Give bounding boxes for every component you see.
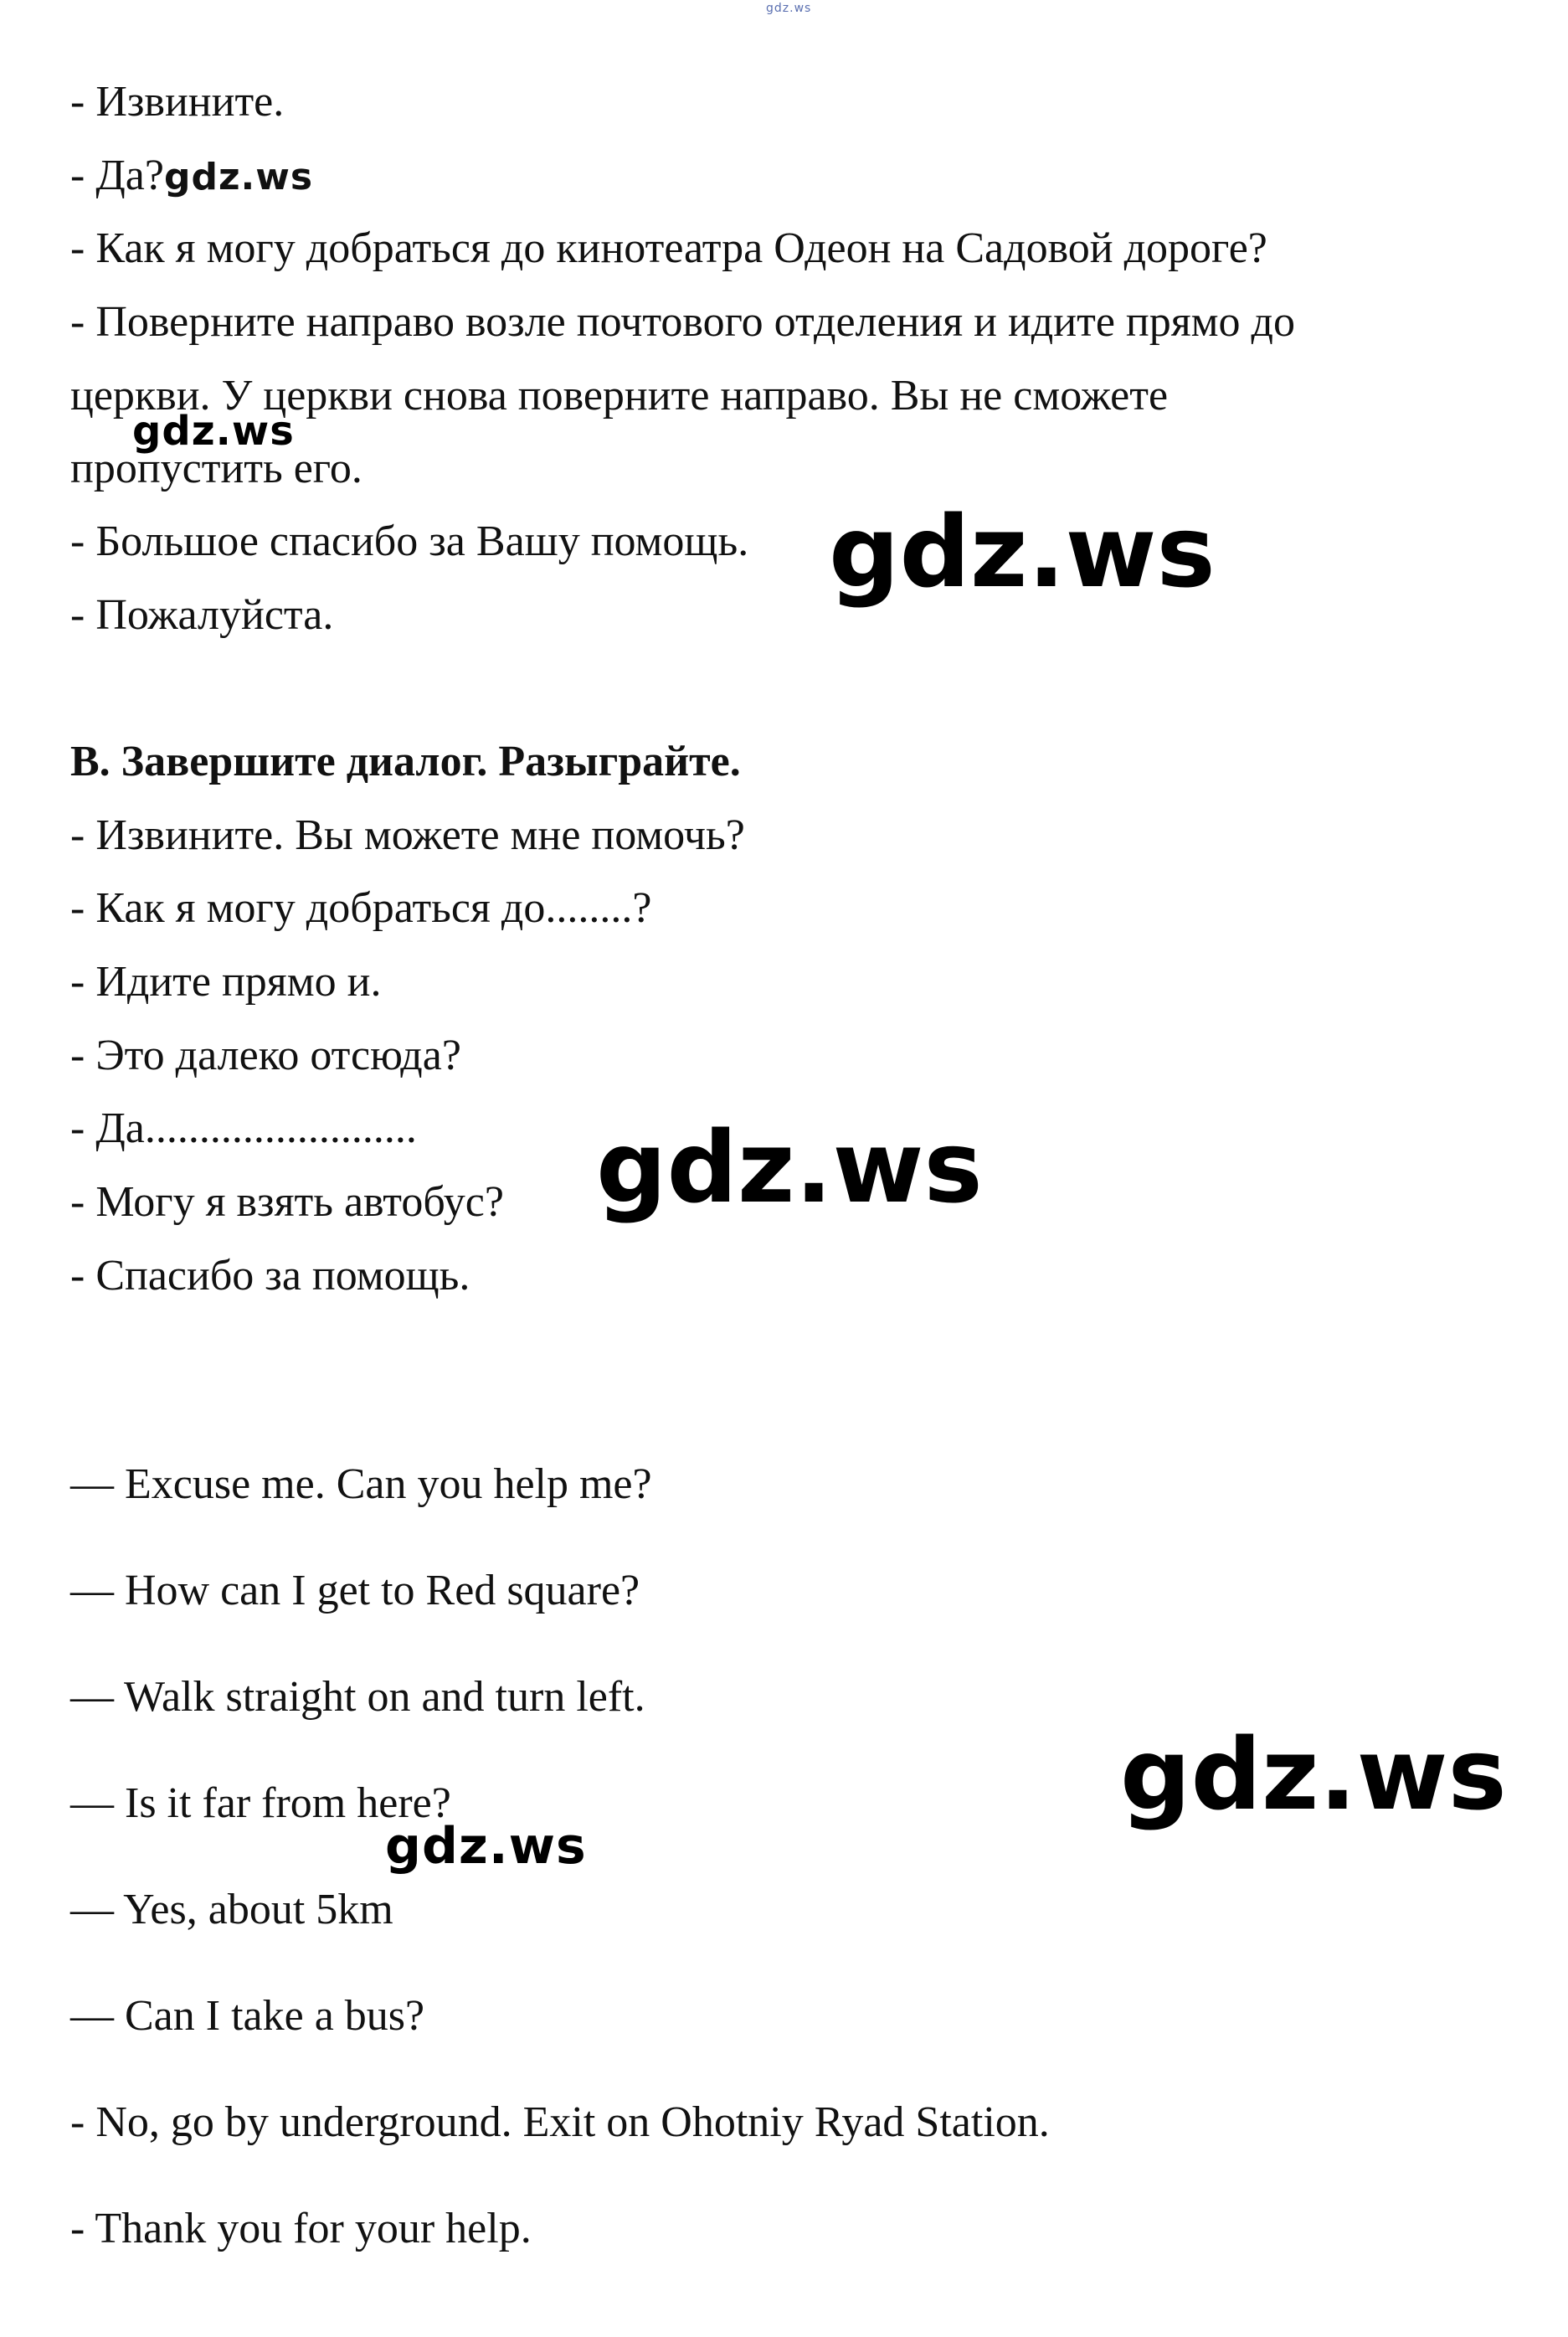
dialogue-line: - Спасибо за помощь. <box>70 1252 470 1300</box>
answer-line: — Can I take a bus? <box>70 1992 425 2040</box>
dialogue-line: - Могу я взять автобус? <box>70 1178 504 1226</box>
watermark: gdz.ws <box>132 408 295 455</box>
dialogue-line: - Это далеко отсюда? <box>70 1032 461 1079</box>
answer-line: - No, go by underground. Exit on Ohotniy Ryad Station. <box>70 2098 1050 2146</box>
watermark: gdz.ws <box>385 1817 587 1876</box>
dialogue-line: пропустить его. <box>70 445 362 492</box>
dialogue-line: - Большое спасибо за Вашу помощь. <box>70 517 749 565</box>
dialogue-line: - Идите прямо и. <box>70 958 382 1006</box>
answer-line: — Yes, about 5km <box>70 1886 393 1933</box>
watermark: gdz.ws <box>829 494 1216 610</box>
dialogue-line: - Извините. <box>70 78 285 126</box>
watermark-top: gdz.ws <box>766 2 812 15</box>
dialogue-line <box>70 151 313 203</box>
watermark: gdz.ws <box>1120 1717 1507 1832</box>
dialogue-line-text: - Да? <box>70 152 164 199</box>
answer-line: — How can I get to Red square? <box>70 1567 640 1614</box>
answer-line: - Thank you for your help. <box>70 2205 532 2252</box>
watermark: gdz.ws <box>596 1109 983 1225</box>
dialogue-line: - Да......................... <box>70 1104 417 1152</box>
answer-line: — Walk straight on and turn left. <box>70 1673 645 1721</box>
dialogue-line: - Поверните направо возле почтового отделения и идите прямо до <box>70 298 1296 346</box>
dialogue-line: - Извините. Вы можете мне помочь? <box>70 811 745 859</box>
dialogue-line: - Как я могу добраться до кинотеатра Одеон на Садовой дороге? <box>70 224 1267 272</box>
section-heading: B. Завершите диалог. Разыграйте. <box>70 738 741 785</box>
watermark-inline: gdz.ws <box>163 156 314 198</box>
dialogue-line: - Пожалуйста. <box>70 591 334 639</box>
answer-line: — Excuse me. Can you help me? <box>70 1460 652 1508</box>
dialogue-line: - Как я могу добраться до........? <box>70 884 652 932</box>
answer-line: — Is it far from here? <box>70 1779 451 1827</box>
dialogue-line: церкви. У церкви снова поверните направо. Вы не сможете <box>70 372 1169 420</box>
